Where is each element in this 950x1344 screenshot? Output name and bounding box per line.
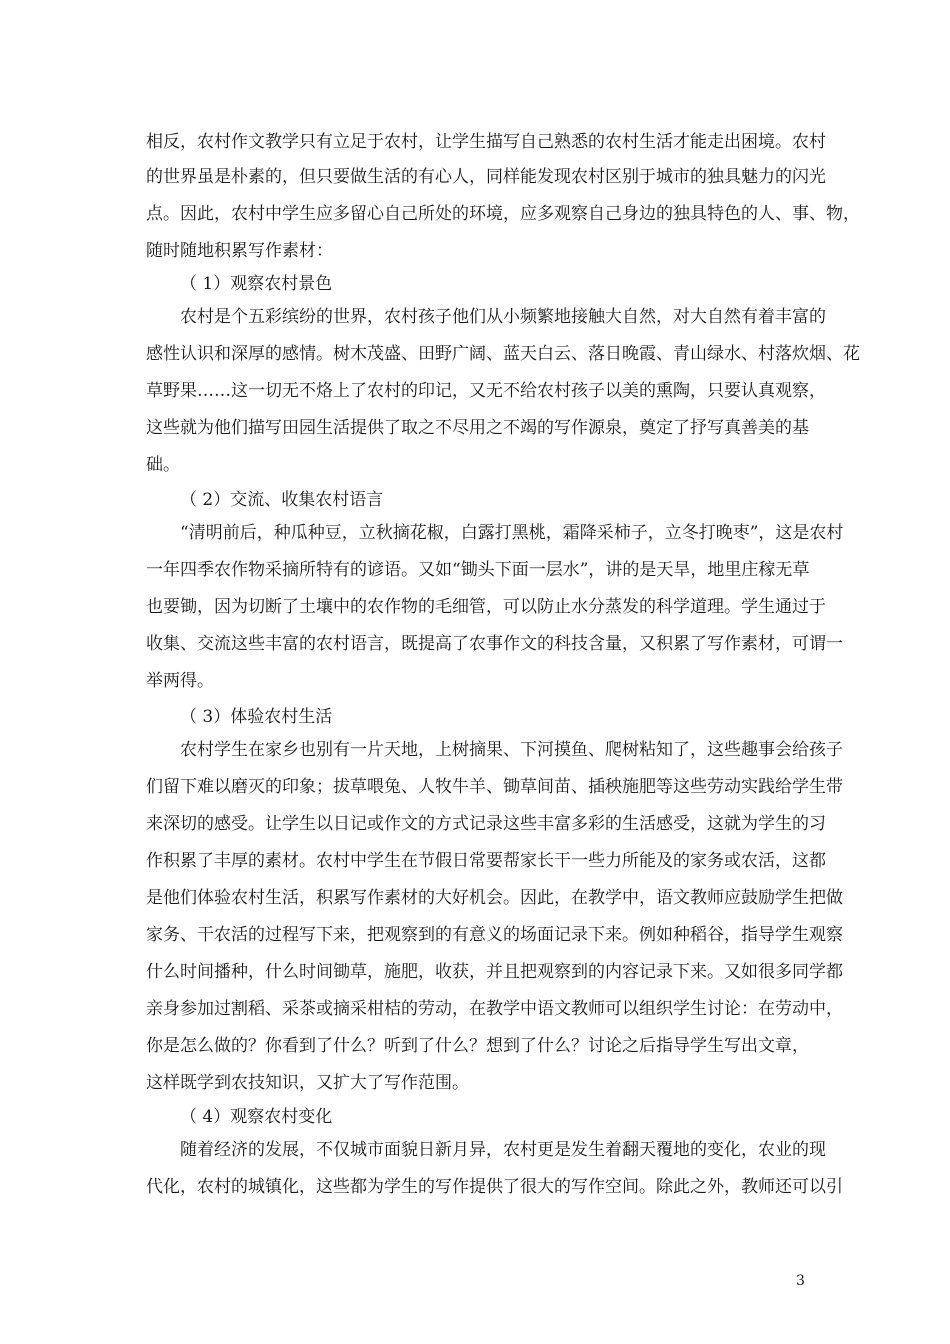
text-line: 感性认识和深厚的感情。树木茂盛、田野广阔、蓝天白云、落日晚霞、青山绿水、村落炊烟、花	[146, 344, 860, 364]
text-line: 是他们体验农村生活，积累写作素材的大好机会。因此，在教学中，语文教师应鼓励学生把做	[146, 888, 843, 908]
text-line: 一年四季农作物采摘所特有的谚语。又如“锄头下面一层水”，讲的是天旱，地里庄稼无草	[146, 560, 810, 580]
section-heading-4: （ 4）观察农村变化	[180, 1107, 333, 1127]
text-line: 举两得。	[146, 671, 214, 691]
text-line: 随时随地积累写作素材：	[146, 241, 333, 261]
text-line: 这样既学到农技知识，又扩大了写作范围。	[146, 1073, 469, 1093]
section-heading-1: （ 1）观察农村景色	[180, 274, 333, 294]
text-line: 你是怎么做的？你看到了什么？听到了什么？想到了什么？讨论之后指导学生写出文章，	[146, 1036, 809, 1056]
text-line: 的世界虽是朴素的，但只要做生活的有心人，同样能发现农村区别于城市的独具魅力的闪光	[146, 167, 826, 187]
text-line: 代化，农村的城镇化，这些都为学生的写作提供了很大的写作空间。除此之外，教师还可以引	[146, 1177, 843, 1197]
text-line: 们留下难以磨灭的印象；拔草喂兔、人牧牛羊、锄草间苗、插秧施肥等这些劳动实践给学生带	[146, 777, 843, 797]
text-line: 随着经济的发展，不仅城市面貌日新月异，农村更是发生着翻天覆地的变化，农业的现	[180, 1140, 826, 1160]
text-line: 收集、交流这些丰富的农村语言，既提高了农事作文的科技含量，又积累了写作素材，可谓一	[146, 634, 843, 654]
section-heading-3: （ 3）体验农村生活	[180, 707, 333, 727]
text-line: 什么时间播种，什么时间锄草，施肥，收获，并且把观察到的内容记录下来。又如很多同学都	[146, 962, 843, 982]
section-heading-2: （ 2）交流、收集农村语言	[180, 490, 384, 510]
page-number: 3	[796, 1273, 805, 1289]
text-line: 农村学生在家乡也别有一片天地，上树摘果、下河摸鱼、爬树粘知了，这些趣事会给孩子	[180, 740, 843, 760]
text-line: “清明前后，种瓜种豆，立秋摘花椒，白露打黑桃，霜降采柿子，立冬打晚枣”，这是农村	[180, 523, 844, 543]
text-line: 也要锄，因为切断了土壤中的农作物的毛细管，可以防止水分蒸发的科学道理。学生通过于	[146, 597, 826, 617]
text-line: 亲身参加过割稻、采茶或摘采柑桔的劳动，在教学中语文教师可以组织学生讨论：在劳动中，	[146, 999, 843, 1019]
text-line: 草野果……这一切无不烙上了农村的印记，又无不给农村孩子以美的熏陶，只要认真观察，	[146, 381, 826, 401]
text-line: 这些就为他们描写田园生活提供了取之不尽用之不竭的写作源泉，奠定了抒写真善美的基	[146, 418, 809, 438]
text-line: 作积累了丰厚的素材。农村中学生在节假日常要帮家长干一些力所能及的家务或农活，这都	[146, 851, 826, 871]
text-line: 农村是个五彩缤纷的世界，农村孩子他们从小频繁地接触大自然，对大自然有着丰富的	[180, 307, 826, 327]
text-line: 础。	[146, 455, 180, 475]
text-line: 相反，农村作文教学只有立足于农村，让学生描写自己熟悉的农村生活才能走出困境。农村	[146, 132, 826, 152]
text-line: 点。因此，农村中学生应多留心自己所处的环境，应多观察自己身边的独具特色的人、事、物，	[146, 204, 860, 224]
text-line: 来深切的感受。让学生以日记或作文的方式记录这些丰富多彩的生活感受，这就为学生的习	[146, 814, 826, 834]
text-line: 家务、干农活的过程写下来，把观察到的有意义的场面记录下来。例如种稻谷，指导学生观察	[146, 925, 843, 945]
